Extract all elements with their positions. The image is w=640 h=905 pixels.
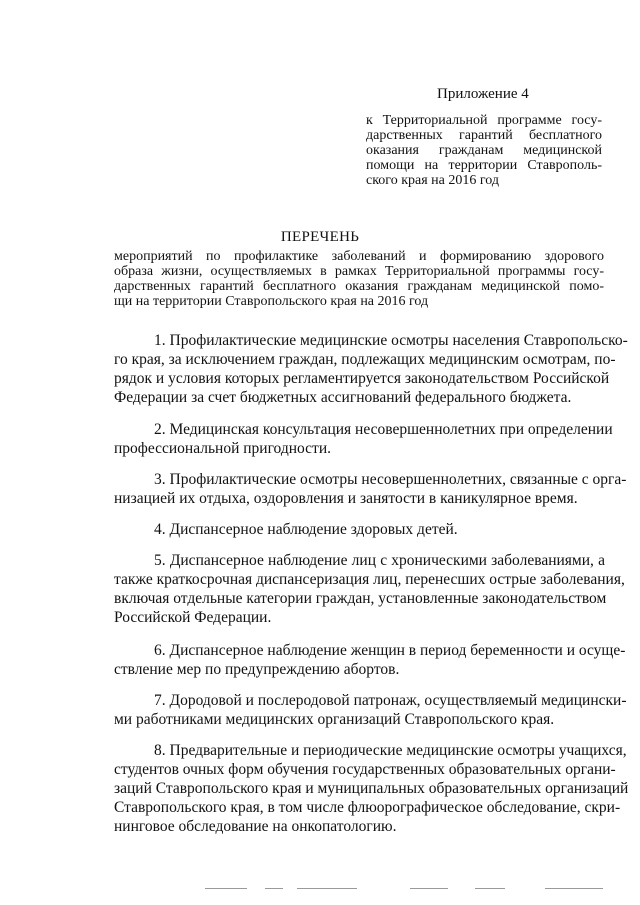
item-line: 5. Диспансерное наблюдение лиц с хроническими заболеваниями, а (154, 552, 605, 569)
item-line: ми работниками медицинских организаций Ставропольского края. (114, 711, 555, 728)
scan-artifact-marks (205, 888, 605, 892)
item-line: 6. Диспансерное наблюдение женщин в период беременности и осуще- (154, 642, 626, 659)
appendix-reference-line: оказания гражданам медицинской (366, 143, 602, 158)
list-item-4 (114, 520, 605, 539)
item-line: 1. Профилактические медицинские осмотры населения Ставропольско- (154, 332, 628, 349)
item-line: го края, за исключением граждан, подлежащих медицинским осмотрам, по- (114, 351, 616, 368)
appendix-label: Приложение 4 (437, 86, 529, 102)
list-item-1 (114, 331, 628, 407)
list-item-3 (114, 470, 627, 508)
item-line: Федерации за счет бюджетных ассигнований федерального бюджета. (114, 389, 572, 406)
appendix-reference-line: дарственных гарантий бесплатного (366, 128, 602, 143)
item-line: Российской Федерации. (114, 609, 272, 626)
item-line: 8. Предварительные и периодические медицинские осмотры учащихся, (154, 742, 627, 759)
item-line: включая отдельные категории граждан, установленные законодательством (114, 590, 607, 607)
subtitle-line: щи на территории Ставропольского края на 2016 год (114, 294, 429, 309)
item-line: студентов очных форм обучения государственных образовательных органи- (114, 761, 616, 778)
item-line: заций Ставропольского края и муниципальных образовательных организаций (114, 780, 629, 797)
appendix-reference-line: помощи на территории Ставрополь- (366, 158, 602, 173)
item-line: ствление мер по предупреждению абортов. (114, 661, 400, 678)
subtitle-line: дарственных гарантий бесплатного оказания гражданам медицинской помо- (114, 279, 604, 294)
item-line: профессиональной пригодности. (114, 440, 331, 457)
item-line: нинговое обследование на онкопатологию. (114, 818, 397, 835)
item-line: также краткосрочная диспансеризация лиц, перенесших острые заболевания, (114, 571, 625, 588)
list-item-6 (114, 641, 626, 679)
appendix-reference-line: ского края на 2016 год (366, 173, 499, 188)
list-item-7 (114, 691, 627, 729)
document-subtitle (114, 249, 604, 309)
list-item-2 (114, 420, 613, 458)
list-item-8 (114, 741, 629, 836)
subtitle-line: мероприятий по профилактике заболеваний и формированию здорового (114, 249, 604, 264)
appendix-reference (366, 113, 602, 188)
appendix-reference-line: к Территориальной программе госу- (366, 113, 602, 128)
item-line: 2. Медицинская консультация несовершеннолетних при определении (154, 421, 613, 438)
item-line: низацией их отдыха, оздоровления и занятости в каникулярное время. (114, 490, 578, 507)
item-line: Ставропольского края, в том числе флюорографическое обследование, скри- (114, 799, 621, 816)
item-line: 4. Диспансерное наблюдение здоровых детей. (154, 521, 458, 538)
subtitle-line: образа жизни, осуществляемых в рамках Территориальной программы госу- (114, 264, 604, 279)
item-line: 7. Дородовой и послеродовой патронаж, осуществляемый медицински- (154, 692, 627, 709)
item-line: 3. Профилактические осмотры несовершеннолетних, связанные с орга- (154, 471, 627, 488)
list-item-5 (114, 551, 625, 627)
document-title: ПЕРЕЧЕНЬ (280, 229, 360, 245)
item-line: рядок и условия которых регламентируется законодательством Российской (114, 370, 610, 387)
